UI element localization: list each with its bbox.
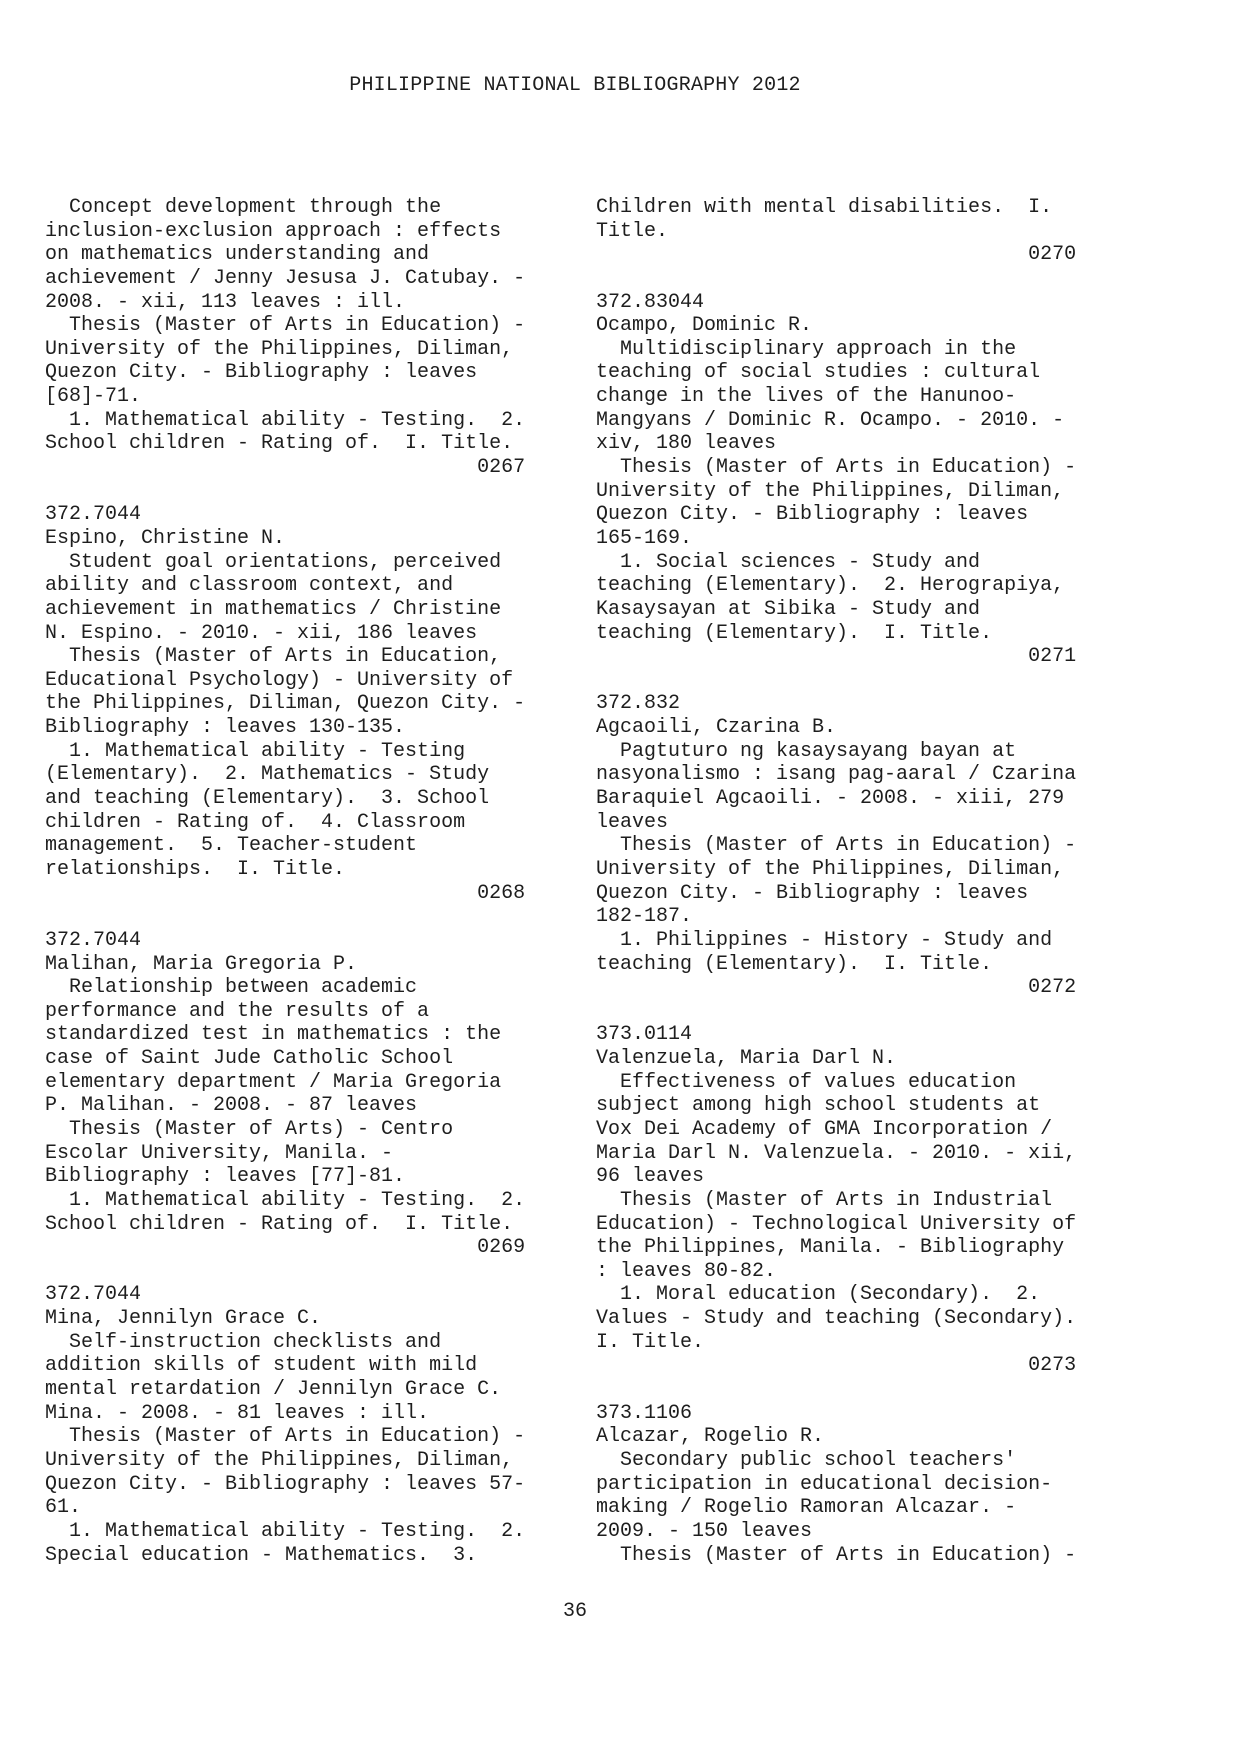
text-line: 1. Mathematical ability - Testing	[45, 739, 466, 763]
text-line: teaching (Elementary). I. Title.	[596, 952, 993, 976]
text-line: Ocampo, Dominic R.	[596, 314, 813, 338]
text-line: : leaves 80-82.	[596, 1259, 777, 1283]
text-line	[45, 1260, 565, 1284]
text-line: I. Title.	[596, 1330, 705, 1354]
text-line: standardized test in mathematics : the	[45, 1023, 502, 1047]
text-line: addition skills of student with mild	[45, 1354, 478, 1378]
text-line: mental retardation / Jennilyn Grace C.	[45, 1378, 502, 1402]
text-line: 0272	[596, 976, 1077, 1000]
text-line: elementary department / Maria Gregoria	[45, 1070, 502, 1094]
text-line: 1. Philippines - History - Study and	[596, 928, 1053, 952]
text-line: making / Rogelio Ramoran Alcazar. -	[596, 1496, 1017, 1520]
text-line: 1. Moral education (Secondary). 2.	[596, 1283, 1041, 1307]
text-line: change in the lives of the Hanunoo-	[596, 385, 1017, 409]
text-line: Baraquiel Agcaoili. - 2008. - xiii, 279	[596, 787, 1065, 811]
text-line: Educational Psychology) - University of	[45, 668, 514, 692]
text-line: Agcaoili, Czarina B.	[596, 716, 837, 740]
text-line: 182-187.	[596, 905, 693, 929]
text-line: performance and the results of a	[45, 999, 430, 1023]
text-line: the Philippines, Manila. - Bibliography	[596, 1236, 1065, 1260]
text-line: Bibliography : leaves [77]-81.	[45, 1165, 406, 1189]
text-line: Title.	[596, 219, 669, 243]
text-line: 372.7044	[45, 503, 142, 527]
text-line: (Elementary). 2. Mathematics - Study	[45, 763, 490, 787]
text-line: 0269	[45, 1236, 526, 1260]
text-line: 373.1106	[596, 1401, 693, 1425]
text-line: 1. Mathematical ability - Testing. 2.	[45, 1519, 526, 1543]
text-line: 2008. - xii, 113 leaves : ill.	[45, 290, 406, 314]
text-line: inclusion-exclusion approach : effects	[45, 219, 502, 243]
text-line: 372.7044	[45, 928, 142, 952]
text-line: Concept development through the	[45, 196, 442, 219]
text-line: 96 leaves	[596, 1165, 705, 1189]
text-line: University of the Philippines, Diliman,	[45, 337, 514, 361]
text-line: the Philippines, Diliman, Quezon City. -	[45, 692, 526, 716]
text-line	[45, 905, 565, 929]
text-line: 61.	[45, 1496, 82, 1520]
text-line: Self-instruction checklists and	[45, 1330, 442, 1354]
text-line: Effectiveness of values education	[596, 1070, 1017, 1094]
text-line: 165-169.	[596, 526, 693, 550]
text-line: Quezon City. - Bibliography : leaves	[596, 881, 1029, 905]
text-line: Quezon City. - Bibliography : leaves	[596, 503, 1029, 527]
page-number: 36	[562, 1600, 587, 1623]
text-line: 1. Mathematical ability - Testing. 2.	[45, 408, 526, 432]
text-line: Secondary public school teachers'	[596, 1448, 1017, 1472]
text-line: relationships. I. Title.	[45, 857, 346, 881]
text-line: School children - Rating of. I. Title.	[45, 432, 514, 456]
text-line: on mathematics understanding and	[45, 243, 430, 267]
text-line: Thesis (Master of Arts in Education) -	[596, 834, 1077, 858]
text-line: and teaching (Elementary). 3. School	[45, 787, 490, 811]
text-line: 372.7044	[45, 1283, 142, 1307]
text-line: 0270	[596, 243, 1077, 267]
text-line: Bibliography : leaves 130-135.	[45, 716, 406, 740]
text-line: 0271	[596, 645, 1077, 669]
text-line	[596, 1000, 1116, 1024]
text-line: Mina. - 2008. - 81 leaves : ill.	[45, 1401, 430, 1425]
page-header: PHILIPPINE NATIONAL BIBLIOGRAPHY 2012	[349, 74, 801, 97]
text-line: Special education - Mathematics. 3.	[45, 1543, 478, 1567]
text-line: Quezon City. - Bibliography : leaves 57-	[45, 1472, 526, 1496]
text-line: subject among high school students at	[596, 1094, 1041, 1118]
text-line: University of the Philippines, Diliman,	[596, 857, 1065, 881]
text-line: Vox Dei Academy of GMA Incorporation /	[596, 1117, 1053, 1141]
text-line: University of the Philippines, Diliman,	[596, 479, 1065, 503]
text-line: Mangyans / Dominic R. Ocampo. - 2010. -	[596, 408, 1065, 432]
text-line: Values - Study and teaching (Secondary).	[596, 1307, 1077, 1331]
text-line: 1. Mathematical ability - Testing. 2.	[45, 1188, 526, 1212]
text-line: Espino, Christine N.	[45, 526, 286, 550]
text-line: Multidisciplinary approach in the	[596, 337, 1017, 361]
text-line: Escolar University, Manila. -	[45, 1141, 394, 1165]
text-line: 372.83044	[596, 290, 705, 314]
text-line: nasyonalismo : isang pag-aaral / Czarina	[596, 763, 1077, 787]
text-line: Thesis (Master of Arts in Education) -	[596, 456, 1077, 480]
text-line: participation in educational decision-	[596, 1472, 1053, 1496]
text-line: children - Rating of. 4. Classroom	[45, 810, 466, 834]
text-line: Valenzuela, Maria Darl N.	[596, 1047, 897, 1071]
text-line: case of Saint Jude Catholic School	[45, 1047, 454, 1071]
text-line: 2009. - 150 leaves	[596, 1519, 813, 1543]
text-line: [68]-71.	[45, 385, 142, 409]
text-line: 0268	[45, 881, 526, 905]
text-line: ability and classroom context, and	[45, 574, 454, 598]
text-line: Maria Darl N. Valenzuela. - 2010. - xii,	[596, 1141, 1077, 1165]
text-line: Thesis (Master of Arts in Education) -	[45, 314, 526, 338]
text-line: 1. Social sciences - Study and	[596, 550, 981, 574]
text-line: Children with mental disabilities. I.	[596, 196, 1053, 219]
left-column	[45, 196, 565, 1567]
text-line: Mina, Jennilyn Grace C.	[45, 1307, 322, 1331]
text-line: School children - Rating of. I. Title.	[45, 1212, 514, 1236]
right-column	[596, 196, 1116, 1567]
text-line: Thesis (Master of Arts in Education) -	[596, 1543, 1077, 1567]
text-line: Thesis (Master of Arts in Education,	[45, 645, 502, 669]
text-line: Thesis (Master of Arts) - Centro	[45, 1117, 454, 1141]
text-line	[596, 669, 1116, 693]
text-line: teaching of social studies : cultural	[596, 361, 1041, 385]
text-line: 0267	[45, 456, 526, 480]
text-line: P. Malihan. - 2008. - 87 leaves	[45, 1094, 418, 1118]
text-line: achievement in mathematics / Christine	[45, 597, 502, 621]
text-line	[45, 480, 565, 504]
text-line: Pagtuturo ng kasaysayang bayan at	[596, 739, 1017, 763]
text-line: Malihan, Maria Gregoria P.	[45, 952, 358, 976]
text-line: 372.832	[596, 692, 681, 716]
text-line: N. Espino. - 2010. - xii, 186 leaves	[45, 621, 478, 645]
text-line: management. 5. Teacher-student	[45, 834, 418, 858]
text-line: 0273	[596, 1354, 1077, 1378]
text-line: leaves	[596, 810, 669, 834]
text-line: achievement / Jenny Jesusa J. Catubay. -	[45, 266, 526, 290]
text-line: Education) - Technological University of	[596, 1212, 1077, 1236]
text-line: Thesis (Master of Arts in Industrial	[596, 1188, 1053, 1212]
text-line: University of the Philippines, Diliman,	[45, 1448, 514, 1472]
text-line: Relationship between academic	[45, 976, 418, 1000]
text-line: 373.0114	[596, 1023, 693, 1047]
text-line: Thesis (Master of Arts in Education) -	[45, 1425, 526, 1449]
text-line: xiv, 180 leaves	[596, 432, 777, 456]
text-line: teaching (Elementary). 2. Herograpiya,	[596, 574, 1065, 598]
text-line: teaching (Elementary). I. Title.	[596, 621, 993, 645]
text-line	[596, 1378, 1116, 1402]
text-line: Student goal orientations, perceived	[45, 550, 502, 574]
text-line	[596, 267, 1116, 291]
text-line: Alcazar, Rogelio R.	[596, 1425, 825, 1449]
text-line: Quezon City. - Bibliography : leaves	[45, 361, 478, 385]
text-line: Kasaysayan at Sibika - Study and	[596, 597, 981, 621]
